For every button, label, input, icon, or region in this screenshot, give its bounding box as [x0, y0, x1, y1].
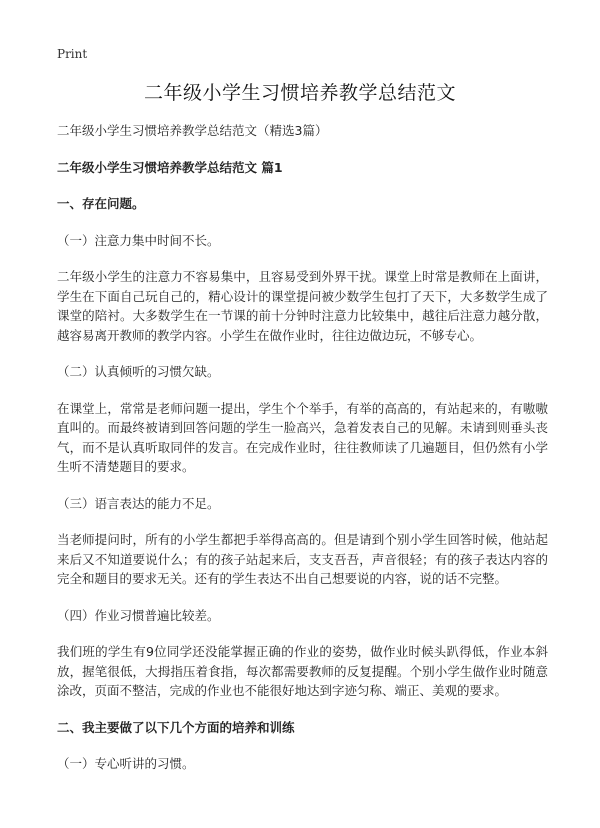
paragraph-listening: 在课堂上，常常是老师问题一提出，学生个个举手，有举的高高的，有站起来的，有嗷嗷直叫的。而最终被请到回答问题的学生一脸高兴，急着发表自己的见解。未请到则垂头丧气，而不是认真听取同伴的发言。在完成作业时，往往教师读了几遍题目，但仍然有小学生听不清楚题目的要求。: [57, 400, 548, 474]
print-label: Print: [57, 47, 88, 61]
list-item-focus-listening: （一）专心听讲的习惯。: [57, 756, 195, 771]
list-item-expression: （三）语言表达的能力不足。: [57, 495, 220, 511]
document-body: [57, 121, 548, 791]
paragraph-homework: 我们班的学生有9位同学还没能掌握正确的作业的姿势，做作业时候头趴得低，作业本斜放，握笔很低，大拇指压着食指，每次都需要教师的反复提醒。个别小学生做作业时随意涂改，页面不整洁，完成的作业也不能很好地达到字迹匀称、端正、美观的要求。: [57, 644, 548, 698]
section-title: 二年级小学生习惯培养教学总结范文 篇1: [57, 159, 283, 175]
document-title: 二年级小学生习惯培养教学总结范文: [143, 82, 456, 104]
heading-training: 二、我主要做了以下几个方面的培养和训练: [57, 719, 295, 735]
list-item-listening: （二）认真倾听的习惯欠缺。: [57, 364, 220, 379]
paragraph-attention: 二年级小学生的注意力不容易集中，且容易受到外界干扰。课堂上时常是教师在上面讲，学生在下面自己玩自己的，精心设计的课堂提问被少数学生包打了天下，大多数学生成了课堂的陪衬。大多数学生在一节课的前十分钟时注意力比较集中，越往后注意力越分散，越容易离开教师的教学内容。小学生在做作业时，往往边做边玩，不够专心。: [57, 269, 548, 343]
list-item-homework: （四）作业习惯普遍比较差。: [57, 607, 220, 623]
document-subtitle: 二年级小学生习惯培养教学总结范文（精选3篇）: [57, 123, 328, 138]
list-item-attention: （一）注意力集中时间不长。: [57, 232, 220, 248]
heading-problems: 一、存在问题。: [57, 196, 145, 211]
paragraph-expression: 当老师提问时，所有的小学生都把手举得高高的。但是请到个别小学生回答时候，他站起来后又不知道要说什么；有的孩子站起来后，支支吾吾，声音很轻；有的孩子表达内容的完全和题目的要求无关。还有的学生表达不出自己想要说的内容，说的话不完整。: [57, 532, 548, 586]
